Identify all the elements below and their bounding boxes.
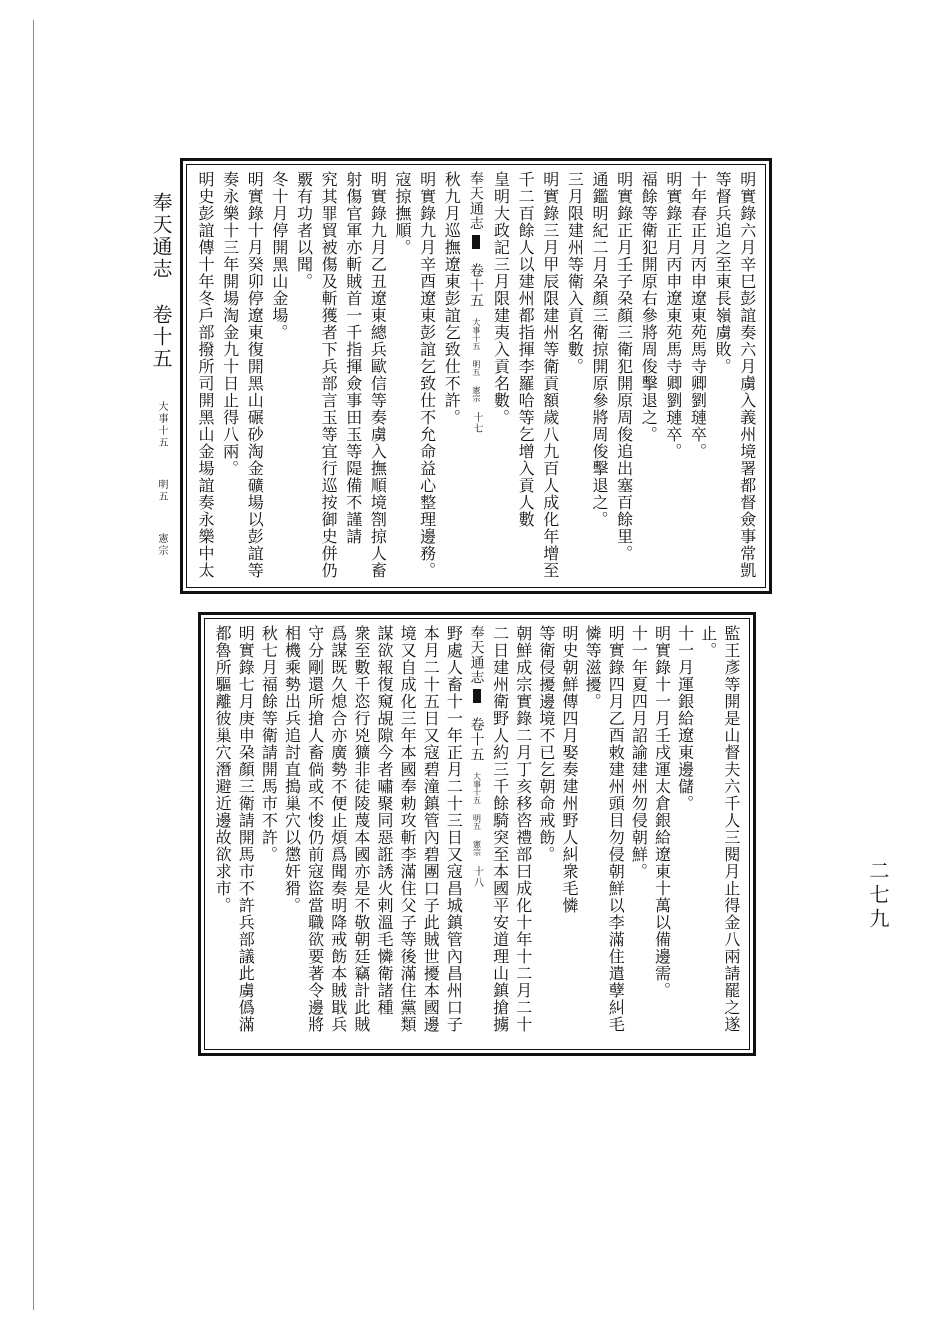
- text-column: 明實錄十一月壬戌運太倉銀給遼東十萬以備邊需。: [652, 625, 672, 999]
- header-reign: 憲宗: [472, 840, 482, 856]
- header-page-number: 十七: [470, 412, 482, 434]
- section-label: 大事十五: [156, 400, 167, 449]
- bottom-columns: [211, 625, 743, 1043]
- book-title: 奉天通志: [149, 192, 173, 280]
- text-column: 止。: [698, 625, 718, 659]
- text-column: 明實錄六月辛巳彭誼奏六月虜入義州境署都督僉事常凱: [737, 171, 757, 579]
- folio-number: 二七九: [866, 860, 890, 932]
- volume-label: 卷十五: [149, 304, 173, 371]
- text-column: 明實錄九月辛酉遼東彭誼乞致仕不允命益心整理邊務。: [417, 171, 437, 579]
- header-bar-mark: [472, 235, 480, 249]
- reign-label: 憲宗: [156, 533, 167, 558]
- running-head: [147, 192, 176, 557]
- text-column: 十年春正月丙申遼東苑馬寺卿劉璉卒。: [688, 171, 708, 460]
- header-volume: 卷十五: [467, 263, 484, 308]
- text-column: 明實錄三月甲辰限建州等衛貢額歲八九百人成化年增至: [540, 171, 560, 579]
- header-era: 明五: [471, 360, 481, 376]
- text-column: 十一年夏四月詔諭建州勿侵朝鮮。: [629, 625, 649, 880]
- page-header-column: [464, 171, 488, 581]
- header-reign: 憲宗: [471, 386, 481, 402]
- text-column: 明實錄四月乙酉敕建州頭目勿侵朝鮮以李滿住遣孽糾毛: [606, 625, 626, 1033]
- text-column: 憐等滋擾。: [583, 625, 603, 710]
- text-column: 境又自成化三年本國奉勅攻斬李滿住父子等後滿住黨類: [398, 625, 418, 1033]
- bottom-text-panel: [198, 612, 756, 1056]
- scan-edge-line: [33, 20, 34, 1310]
- text-column: 福餘等衛犯開原右參將周俊擊退之。: [639, 171, 659, 443]
- header-page-number: 十八: [471, 866, 483, 888]
- text-column: 明實錄正月丙申遼東苑馬寺卿劉璉卒。: [663, 171, 683, 460]
- era-label: 明五: [156, 479, 167, 504]
- text-column: 明實錄正月壬子朶顏三衛犯開原周俊追出塞百餘里。: [614, 171, 634, 562]
- text-column: 等督兵追之至東長嶺虜敗。: [713, 171, 733, 375]
- text-column: 三月限建州等衛入貢名數。: [565, 171, 585, 375]
- text-column: 十一月運銀給遼東邊儲。: [675, 625, 695, 812]
- text-column: 朝鮮成宗實錄二月丁亥移咨禮部曰成化十年十二月二十: [513, 625, 533, 1033]
- text-column: 野處人畜十一年正月二十三日又寇昌城鎮管內昌州口子: [444, 625, 464, 1033]
- top-columns: [193, 171, 759, 581]
- text-column: 本月二十五日又寇碧潼鎮管內碧團口子此賊世擾本國邊: [421, 625, 441, 1033]
- header-title: 奉天通志: [468, 625, 485, 685]
- text-column: 冬十月停開黑山金場。: [269, 171, 289, 341]
- text-column: 衆至數千恣行兇獷非徒陵蔑本國亦是不敬朝廷竊計此賊: [351, 625, 371, 1033]
- text-column: 明史彭誼傳十年冬戶部撥所司開黑山金場誼奏永樂中太: [196, 171, 215, 579]
- page-header-column: [465, 625, 488, 1043]
- text-column: 相機乘勢出兵追討直搗巢穴以懲奸猾。: [282, 625, 302, 914]
- text-column: 爲謀既久熄合亦廣勢不便止煩爲聞奏明降戒飭本賊戢兵: [328, 625, 348, 1033]
- header-era: 明五: [472, 814, 482, 830]
- text-column: 明實錄七月庚申朶顏三衛請開馬市不許兵部議此虜僞滿: [236, 625, 256, 1033]
- text-column: 二日建州衛野人約三千餘騎突至本國平安道理山鎮搶擄: [490, 625, 510, 1033]
- text-column: 明實錄十月癸卯停遼東復開黑山碾砂淘金礦場以彭誼等: [245, 171, 265, 579]
- text-column: 射傷官軍亦斬賊首一千指揮僉事田玉等隄備不謹請: [343, 171, 363, 545]
- text-column: 等衛侵擾邊境不已乞朝命戒飭。: [536, 625, 556, 863]
- text-column: 奏永樂十三年開場淘金九十日止得八兩。: [220, 171, 240, 477]
- text-column: 千二百餘人以建州都指揮李羅哈等乞增入貢人數: [516, 171, 536, 528]
- top-text-panel: [180, 158, 772, 594]
- text-column: 明實錄九月乙丑遼東總兵歐信等奏虜入撫順境劄掠人畜: [368, 171, 388, 579]
- text-column: 監王彥等開是山督夫六千人三閱月止得金八兩請罷之遂: [721, 625, 741, 1033]
- header-section: 大事十五: [471, 318, 481, 350]
- text-column: 寇掠撫順。: [393, 171, 412, 256]
- text-column: 究其罪貿被傷及斬獲者下兵部言玉等宜行巡按御史併仍: [319, 171, 339, 579]
- text-column: 都魯所驅離彼巢穴潛避近邊故欲求市。: [213, 625, 233, 914]
- header-bar-mark: [473, 689, 481, 703]
- header-volume: 卷十五: [468, 717, 485, 762]
- text-column: 明史朝鮮傳四月娶奏建州野人糾衆毛憐: [560, 625, 579, 914]
- text-column: 秋七月福餘等衛請開馬市不許。: [259, 625, 279, 863]
- text-column: 守分剛還所搶人畜倘或不悛仍前寇盜當職欲要著令邊將: [305, 625, 325, 1033]
- text-column: 覈有功者以聞。: [294, 171, 314, 290]
- text-column: 皇明大政記三月限建夷入貢名數。: [491, 171, 511, 426]
- header-section: 大事十五: [472, 772, 482, 804]
- text-column: 謀欲報復窺覘隙今者嘯聚同惡誑誘火剌溫毛憐衛諸種: [375, 625, 394, 1016]
- header-title: 奉天通志: [467, 171, 484, 231]
- text-column: 通鑑明紀二月朶顏三衛掠開原參將周俊擊退之。: [590, 171, 609, 528]
- text-column: 秋九月巡撫遼東彭誼乞致仕不許。: [442, 171, 462, 426]
